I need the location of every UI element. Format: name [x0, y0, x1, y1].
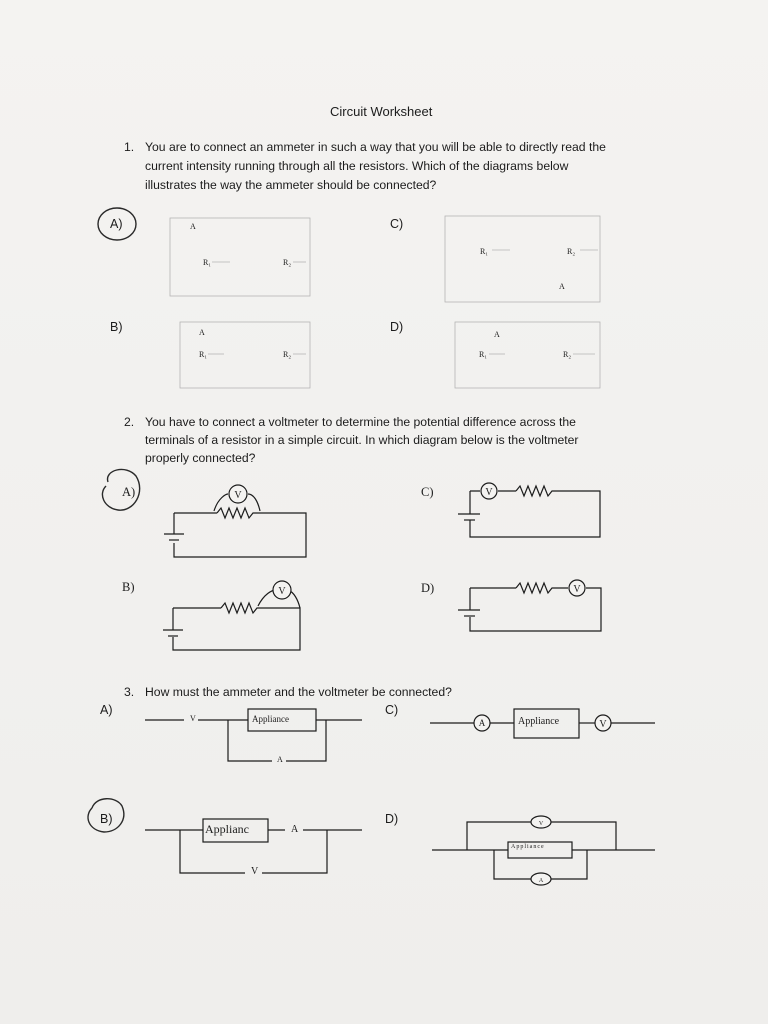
q2-option-b[interactable]: B)	[122, 580, 135, 594]
q1-line-3: illustrates the way the ammeter should be connected?	[145, 178, 437, 192]
q1-line-2: current intensity running through all the resistors. Which of the diagrams below	[145, 159, 569, 173]
q3-option-a[interactable]: A)	[100, 703, 113, 717]
q3c-circuit	[430, 709, 655, 738]
q1d-r2-label: R₂	[563, 350, 572, 359]
q2-option-c[interactable]: C)	[421, 485, 434, 499]
q3c-appliance-label: Appliance	[518, 716, 560, 727]
q1a-circuit	[170, 218, 310, 296]
q2d-voltmeter-letter: V	[573, 584, 581, 595]
q1c-r1-label: R₁	[480, 247, 489, 256]
q3d-ammeter-letter: A	[538, 878, 544, 884]
q3a-circuit	[145, 709, 362, 761]
q3c-appliance-box	[514, 709, 579, 738]
q3d-appliance-box	[508, 842, 572, 858]
q3-option-b[interactable]: B)	[100, 812, 113, 826]
page-title: Circuit Worksheet	[330, 104, 433, 119]
q3-text: How must the ammeter and the voltmeter be connected?	[145, 685, 452, 699]
q1-option-a[interactable]: A)	[110, 217, 123, 231]
q1b-r1-label: R₁	[199, 350, 208, 359]
q1a-r1-label: R₁	[203, 258, 212, 267]
q2b-voltmeter-letter: V	[278, 586, 286, 597]
q3c-voltmeter-letter: V	[599, 719, 607, 730]
q1-number: 1.	[124, 140, 135, 154]
q3b-appliance-box	[203, 819, 268, 842]
q3b-circuit	[145, 819, 362, 873]
q3d-circuit	[432, 816, 655, 885]
q2-line-2: terminals of a resistor in a simple circuit. In which diagram below is the voltmeter	[145, 433, 579, 447]
q3-option-c[interactable]: C)	[385, 703, 399, 717]
q3d-appliance-label: Appliance	[511, 844, 545, 850]
q3-answer-circle	[88, 799, 124, 832]
q2-line-1: You have to connect a voltmeter to determine the potential difference across the	[145, 415, 576, 429]
q1d-r1-label: R₁	[479, 350, 488, 359]
q2-answer-circle	[102, 469, 139, 510]
q3b-appliance-label: Applianc	[205, 822, 249, 836]
q1-line-1: You are to connect an ammeter in such a way that you will be able to directly read the	[145, 140, 606, 154]
q3a-voltmeter-label: V	[190, 714, 196, 723]
q3b-voltmeter-label: V	[251, 866, 259, 877]
q1b-ammeter-label: A	[199, 328, 205, 337]
q1c-r2-label: R₂	[567, 247, 576, 256]
q2a-voltmeter-letter: V	[234, 490, 242, 501]
q1c-circuit	[445, 216, 600, 302]
q1-option-b[interactable]: B)	[110, 320, 123, 334]
q3b-ammeter-label: A	[291, 824, 299, 835]
q1b-circuit	[180, 322, 310, 388]
q1-answer-circle	[98, 208, 136, 240]
q3c-ammeter-letter: A	[478, 718, 486, 728]
q1a-ammeter-label: A	[190, 222, 196, 231]
q2c-voltmeter-letter: V	[485, 487, 493, 498]
q1b-r2-label: R₂	[283, 350, 292, 359]
q3-number: 3.	[124, 685, 135, 699]
q2-option-a[interactable]: A)	[122, 485, 136, 499]
q3a-appliance-box	[248, 709, 316, 731]
q3a-ammeter-label: A	[277, 755, 283, 764]
q2-option-d[interactable]: D)	[421, 581, 435, 595]
q2-number: 2.	[124, 415, 135, 429]
q1a-r2-label: R₂	[283, 258, 292, 267]
q1-option-d[interactable]: D)	[390, 320, 404, 334]
q3a-appliance-label: Appliance	[252, 714, 289, 724]
q1c-ammeter-label: A	[559, 282, 565, 291]
q2-line-3: properly connected?	[145, 451, 256, 465]
q2c-circuit	[458, 483, 600, 537]
q1d-ammeter-label: A	[494, 330, 500, 339]
q1d-circuit	[455, 322, 600, 388]
q3d-voltmeter-letter: V	[538, 821, 544, 827]
q3-option-d[interactable]: D)	[385, 812, 399, 826]
q1-option-c[interactable]: C)	[390, 217, 404, 231]
